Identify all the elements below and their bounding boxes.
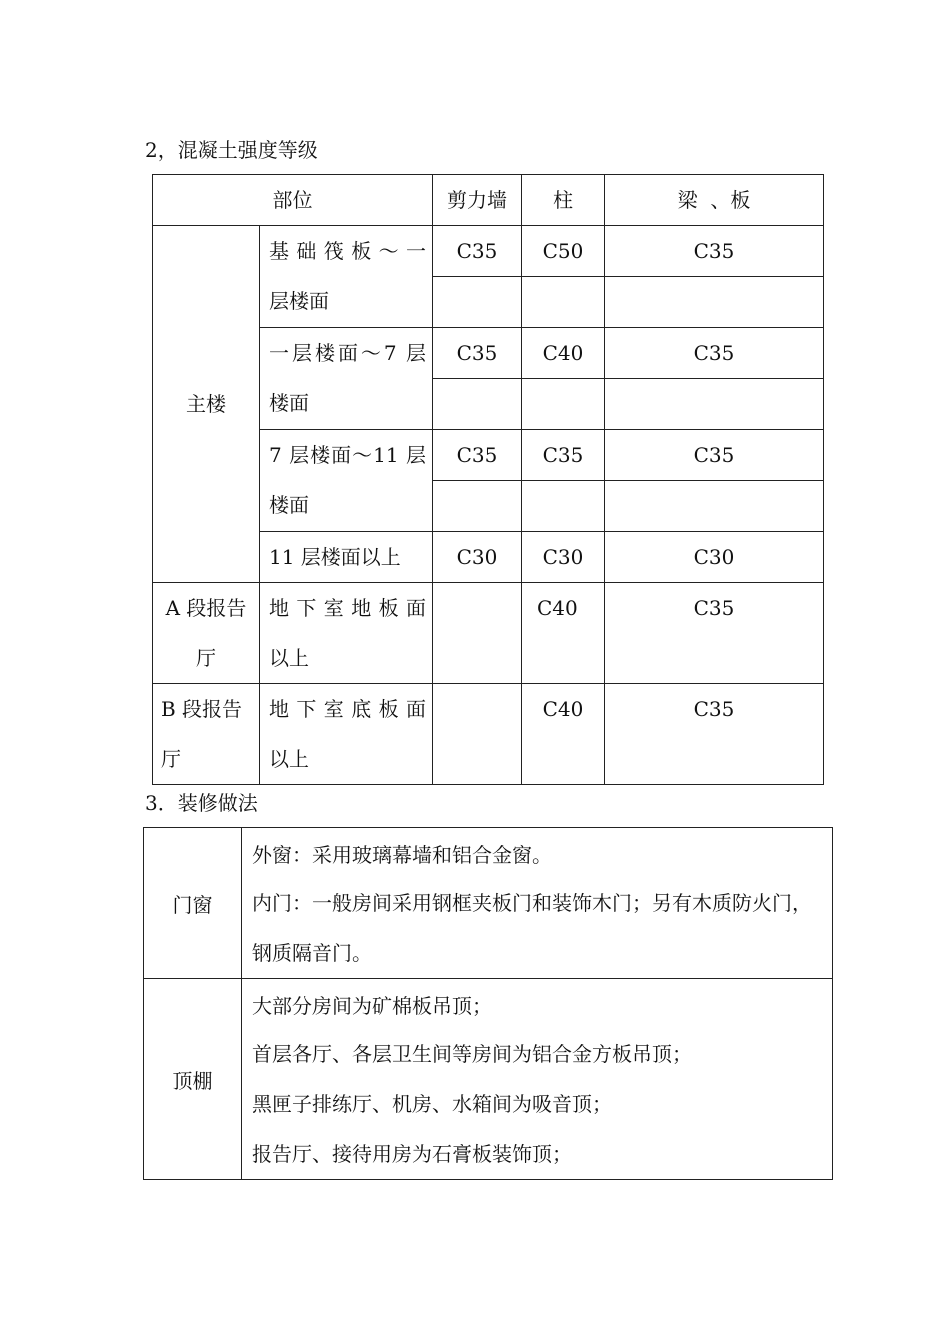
range-line: 楼面 (269, 493, 309, 517)
column-value: C30 (522, 532, 605, 583)
range-cell (260, 430, 433, 532)
empty-cell (605, 277, 824, 328)
beam-slab-value: C35 (605, 430, 824, 481)
finishing-table (143, 827, 833, 1180)
header-location: 部位 (153, 175, 433, 226)
range-cell (260, 328, 433, 430)
content-line: 首层各厅、各层卫生间等房间为铝合金方板吊顶； (252, 1042, 692, 1066)
table-header-row (153, 175, 824, 226)
empty-cell (522, 277, 605, 328)
shear-wall-value: C35 (433, 328, 522, 379)
content-line: 报告厅、接待用房为石膏板装饰顶； (252, 1142, 572, 1166)
header-shear-wall: 剪力墙 (433, 175, 522, 226)
content-line: 大部分房间为矿棉板吊顶； (252, 994, 492, 1018)
range-line: 楼面 (269, 391, 309, 415)
beam-slab-value: C35 (605, 328, 824, 379)
range-line: 7 层楼面～11 层 (269, 443, 426, 467)
hall-a-label (153, 583, 260, 684)
hall-b-label (153, 684, 260, 785)
hall-label-line: 厅 (161, 747, 181, 771)
hall-label-line: B 段报告 (161, 697, 243, 721)
range-line: 基础筏板～一 (269, 239, 426, 263)
range-line: 地下室地板面 (269, 596, 426, 620)
shear-wall-value: C35 (433, 226, 522, 277)
concrete-strength-table (152, 174, 824, 785)
empty-cell (433, 481, 522, 532)
table-row (144, 979, 833, 1180)
section-3-heading: 3．装修做法 (145, 791, 258, 815)
shear-wall-value (433, 583, 522, 684)
empty-cell (605, 481, 824, 532)
beam-slab-value: C30 (605, 532, 824, 583)
hall-label-line: 厅 (196, 646, 216, 670)
content-line: 外窗：采用玻璃幕墙和铝合金窗。 (252, 843, 552, 867)
column-value: C50 (522, 226, 605, 277)
empty-cell (433, 277, 522, 328)
column-value: C40 (522, 684, 605, 785)
shear-wall-value: C30 (433, 532, 522, 583)
ceiling-content (242, 979, 833, 1180)
empty-cell (522, 481, 605, 532)
range-line: 地下室底板面 (269, 697, 426, 721)
beam-slab-value: C35 (605, 226, 824, 277)
beam-slab-value: C35 (605, 583, 824, 684)
empty-cell (522, 379, 605, 430)
range-line: 以上 (269, 747, 309, 771)
header-beam-slab: 梁 、板 (605, 175, 824, 226)
range-cell (260, 583, 433, 684)
content-paragraph: 内门：一般房间采用钢框夹板门和装饰木门；另有木质防火门，钢质隔音门。 (252, 891, 812, 965)
range-line: 一层楼面～7 层 (269, 341, 426, 365)
shear-wall-value: C35 (433, 430, 522, 481)
ceiling-label: 顶棚 (144, 979, 242, 1180)
table-row (153, 226, 824, 277)
section-2-heading: 2，混凝土强度等级 (145, 138, 318, 162)
range-cell: 11 层楼面以上 (260, 532, 433, 583)
doors-windows-content (242, 828, 833, 979)
range-line: 以上 (269, 646, 309, 670)
content-line: 黑匣子排练厅、机房、水箱间为吸音顶； (252, 1092, 612, 1116)
range-cell (260, 684, 433, 785)
column-value: C40 (522, 583, 605, 684)
beam-slab-value: C35 (605, 684, 824, 785)
empty-cell (605, 379, 824, 430)
column-value: C35 (522, 430, 605, 481)
column-value: C40 (522, 328, 605, 379)
hall-label-line: A 段报告 (165, 596, 247, 620)
empty-cell (433, 379, 522, 430)
shear-wall-value (433, 684, 522, 785)
main-building-label: 主楼 (153, 226, 260, 583)
header-column: 柱 (522, 175, 605, 226)
range-line: 层楼面 (269, 289, 329, 313)
range-cell (260, 226, 433, 328)
doors-windows-label: 门窗 (144, 828, 242, 979)
table-row (144, 828, 833, 979)
